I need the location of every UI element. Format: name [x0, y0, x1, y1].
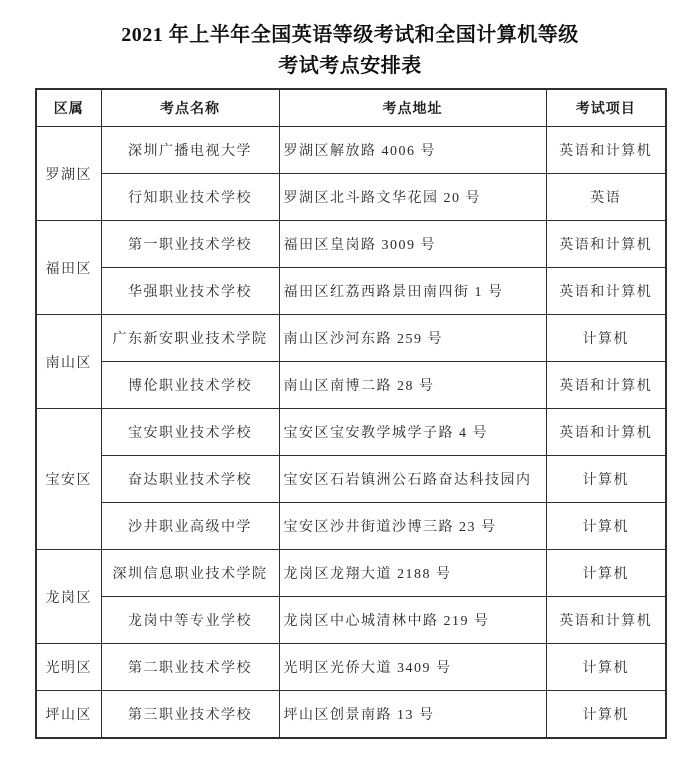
- table-row: [36, 362, 666, 409]
- site-name-cell: 第三职业技术学校: [101, 691, 279, 739]
- table-row: [36, 174, 666, 221]
- site-name-cell: 华强职业技术学校: [101, 268, 279, 315]
- header-district: 区属: [36, 89, 101, 127]
- header-subjects: 考试项目: [546, 89, 666, 127]
- subjects-cell: 计算机: [546, 691, 666, 739]
- site-name-cell: 奋达职业技术学校: [101, 456, 279, 503]
- site-name-cell: 宝安职业技术学校: [101, 409, 279, 456]
- subjects-cell: 英语和计算机: [546, 268, 666, 315]
- table-row: [36, 315, 666, 362]
- district-cell: 福田区: [36, 221, 101, 315]
- header-address: 考点地址: [279, 89, 546, 127]
- table-row: [36, 503, 666, 550]
- exam-sites-table: [35, 88, 667, 739]
- district-cell: 光明区: [36, 644, 101, 691]
- district-cell: 罗湖区: [36, 127, 101, 221]
- site-name-cell: 深圳广播电视大学: [101, 127, 279, 174]
- site-name-cell: 博伦职业技术学校: [101, 362, 279, 409]
- subjects-cell: 计算机: [546, 644, 666, 691]
- district-cell: 龙岗区: [36, 550, 101, 644]
- address-cell: 罗湖区北斗路文华花园 20 号: [279, 174, 546, 221]
- address-cell: 福田区皇岗路 3009 号: [279, 221, 546, 268]
- site-name-cell: 龙岗中等专业学校: [101, 597, 279, 644]
- site-name-cell: 深圳信息职业技术学院: [101, 550, 279, 597]
- site-name-cell: 沙井职业高级中学: [101, 503, 279, 550]
- address-cell: 南山区沙河东路 259 号: [279, 315, 546, 362]
- table-row: [36, 597, 666, 644]
- page-title-line2: 考试考点安排表: [278, 55, 422, 77]
- subjects-cell: 计算机: [546, 456, 666, 503]
- subjects-cell: 英语: [546, 174, 666, 221]
- subjects-cell: 英语和计算机: [546, 127, 666, 174]
- table-row: [36, 268, 666, 315]
- site-name-cell: 第二职业技术学校: [101, 644, 279, 691]
- address-cell: 罗湖区解放路 4006 号: [279, 127, 546, 174]
- district-cell: 坪山区: [36, 691, 101, 739]
- subjects-cell: 英语和计算机: [546, 409, 666, 456]
- table-row: [36, 409, 666, 456]
- exam-table-body: [36, 127, 666, 739]
- header-row: [36, 89, 666, 127]
- subjects-cell: 英语和计算机: [546, 362, 666, 409]
- subjects-cell: 计算机: [546, 315, 666, 362]
- address-cell: 龙岗区龙翔大道 2188 号: [279, 550, 546, 597]
- site-name-cell: 第一职业技术学校: [101, 221, 279, 268]
- subjects-cell: 英语和计算机: [546, 221, 666, 268]
- address-cell: 宝安区沙井街道沙博三路 23 号: [279, 503, 546, 550]
- address-cell: 宝安区宝安教学城学子路 4 号: [279, 409, 546, 456]
- page-title: [0, 0, 700, 82]
- header-site-name: 考点名称: [101, 89, 279, 127]
- table-header: [36, 89, 666, 127]
- table-row: [36, 127, 666, 174]
- table-row: [36, 456, 666, 503]
- district-cell: 宝安区: [36, 409, 101, 550]
- table-row: [36, 644, 666, 691]
- subjects-cell: 计算机: [546, 550, 666, 597]
- table-row: [36, 550, 666, 597]
- table-row: [36, 691, 666, 739]
- address-cell: 龙岗区中心城清林中路 219 号: [279, 597, 546, 644]
- page-title-line1: 2021 年上半年全国英语等级考试和全国计算机等级: [121, 24, 579, 46]
- address-cell: 福田区红荔西路景田南四街 1 号: [279, 268, 546, 315]
- address-cell: 南山区南博二路 28 号: [279, 362, 546, 409]
- address-cell: 宝安区石岩镇洲公石路奋达科技园内: [279, 456, 546, 503]
- site-name-cell: 行知职业技术学校: [101, 174, 279, 221]
- subjects-cell: 计算机: [546, 503, 666, 550]
- table-row: [36, 221, 666, 268]
- address-cell: 光明区光侨大道 3409 号: [279, 644, 546, 691]
- district-cell: 南山区: [36, 315, 101, 409]
- site-name-cell: 广东新安职业技术学院: [101, 315, 279, 362]
- subjects-cell: 英语和计算机: [546, 597, 666, 644]
- address-cell: 坪山区创景南路 13 号: [279, 691, 546, 739]
